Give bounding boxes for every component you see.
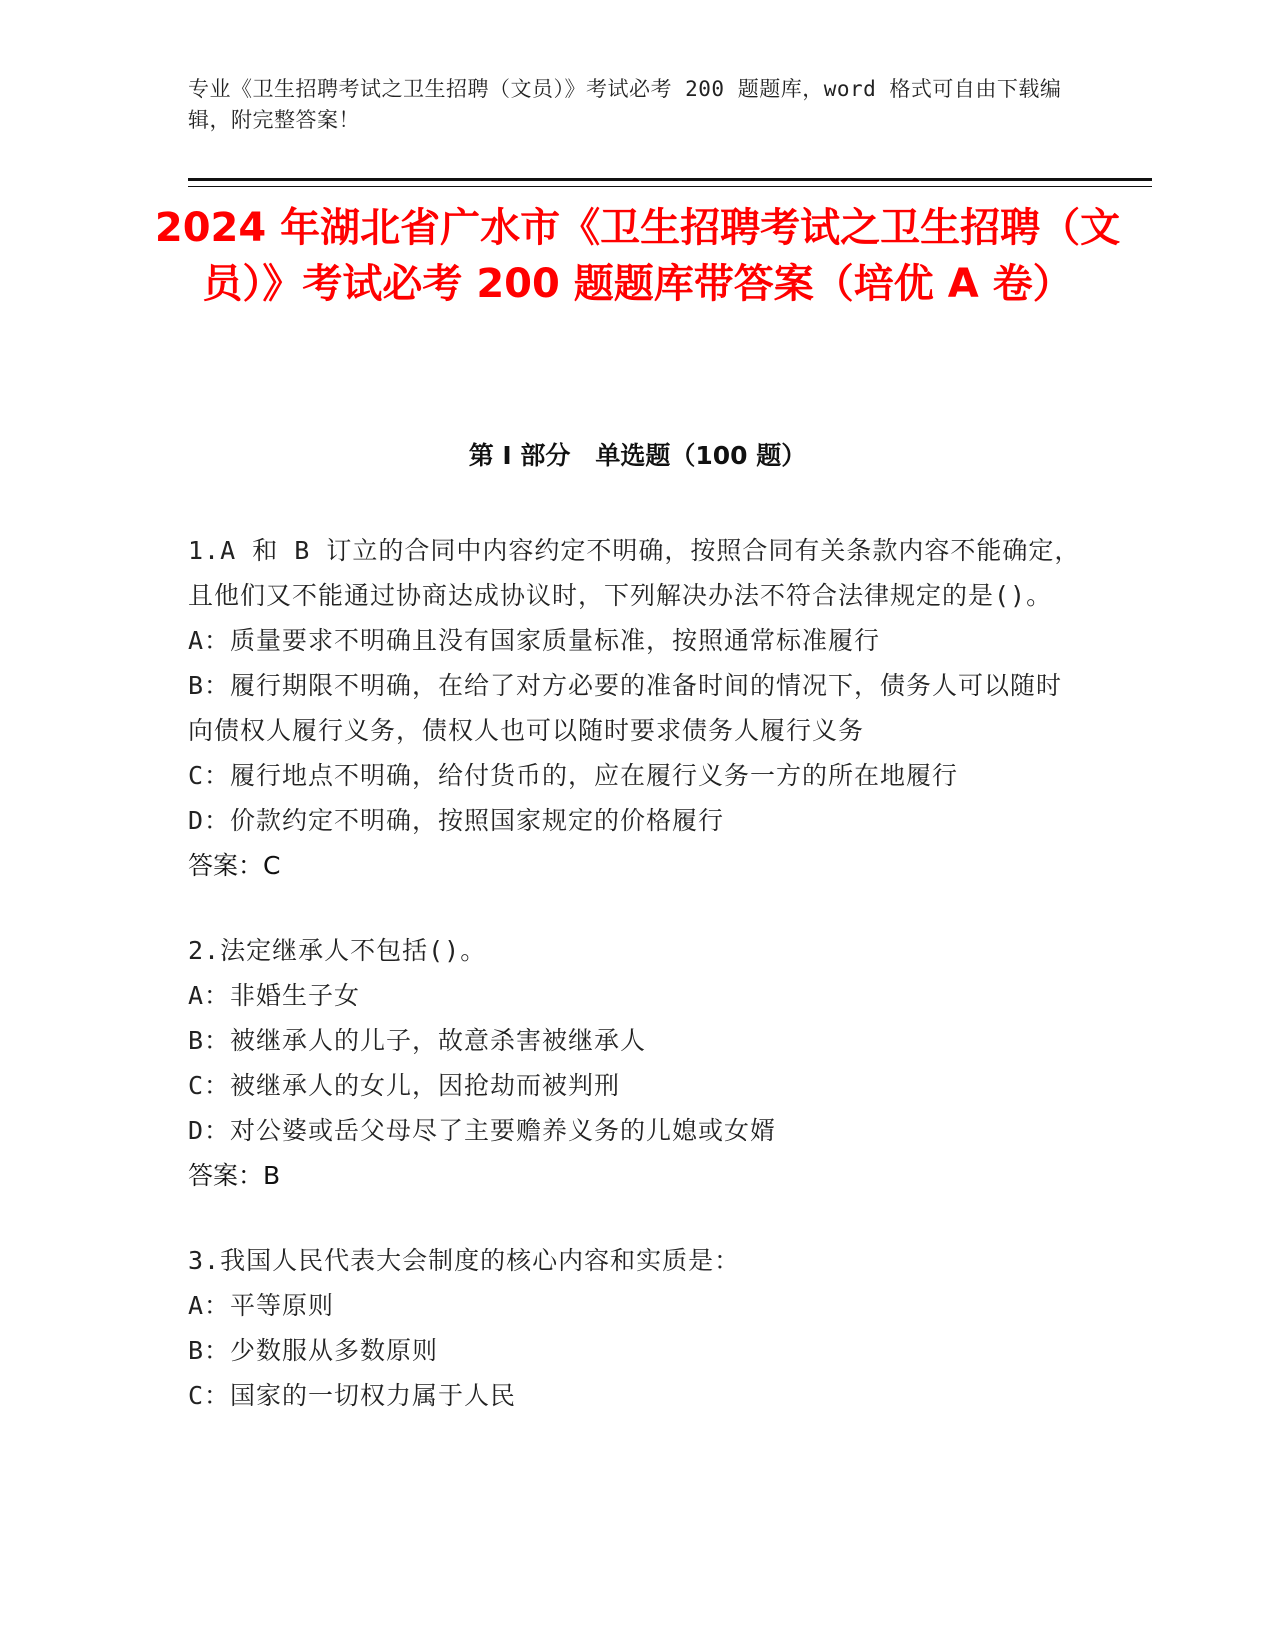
option-c: C：被继承人的女儿，因抢劫而被判刑 bbox=[188, 1071, 621, 1100]
answer-line: 答案：B bbox=[188, 1161, 281, 1190]
header-divider-thick bbox=[188, 178, 1152, 181]
answer-line: 答案：C bbox=[188, 851, 281, 880]
question-list bbox=[188, 528, 1088, 1458]
option-c: C：履行地点不明确，给付货币的，应在履行义务一方的所在地履行 bbox=[188, 761, 959, 790]
option-a: A：平等原则 bbox=[188, 1291, 335, 1320]
option-b: B：被继承人的儿子，故意杀害被继承人 bbox=[188, 1026, 647, 1055]
question-1 bbox=[188, 528, 1088, 888]
option-c: C：国家的一切权力属于人民 bbox=[188, 1381, 517, 1410]
option-d: D：对公婆或岳父母尽了主要赡养义务的儿媳或女婿 bbox=[188, 1116, 777, 1145]
option-d: D：价款约定不明确，按照国家规定的价格履行 bbox=[188, 806, 725, 835]
question-stem: 1.A 和 B 订立的合同中内容约定不明确，按照合同有关条款内容不能确定，且他们又不能通过协商达成协议时，下列解决办法不符合法律规定的是()。 bbox=[188, 536, 1081, 610]
section-heading: 第 I 部分 单选题（100 题） bbox=[468, 441, 807, 470]
option-a: A：质量要求不明确且没有国家质量标准，按照通常标准履行 bbox=[188, 626, 881, 655]
question-stem: 2.法定继承人不包括()。 bbox=[188, 936, 487, 965]
question-2 bbox=[188, 928, 1088, 1198]
question-stem: 3.我国人民代表大会制度的核心内容和实质是： bbox=[188, 1246, 741, 1275]
header-note: 专业《卫生招聘考试之卫生招聘（文员）》考试必考 200 题题库，word 格式可自由下载编辑，附完整答案！ bbox=[188, 77, 1062, 132]
option-b: B：少数服从多数原则 bbox=[188, 1336, 439, 1365]
document-title: 2024 年湖北省广水市《卫生招聘考试之卫生招聘（文员）》考试必考 200 题题库带答案（培优 A 卷） bbox=[154, 205, 1121, 307]
question-3 bbox=[188, 1238, 1088, 1418]
header-divider-thin bbox=[188, 186, 1152, 187]
option-a: A：非婚生子女 bbox=[188, 981, 361, 1010]
option-b: B：履行期限不明确，在给了对方必要的准备时间的情况下，债务人可以随时向债权人履行义务，债权人也可以随时要求债务人履行义务 bbox=[188, 671, 1063, 745]
